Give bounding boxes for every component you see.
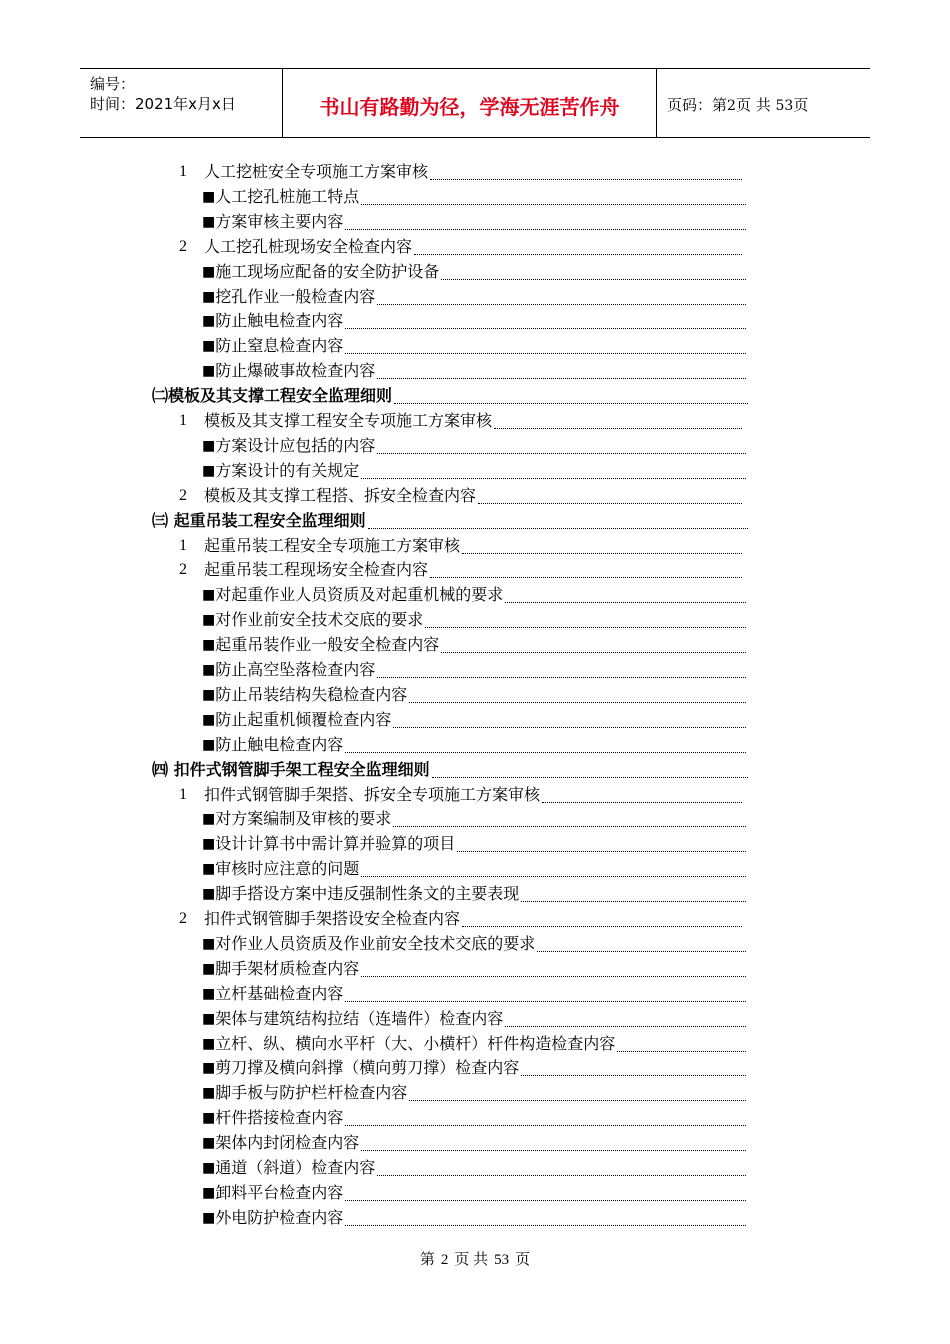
bullet-square-icon: ■ — [202, 637, 216, 654]
bullet-square-icon: ■ — [202, 188, 216, 205]
toc-item-label: 对作业人员资质及作业前安全技术交底的要求 — [215, 933, 536, 953]
toc-row[interactable] — [179, 905, 742, 929]
toc-row[interactable] — [152, 382, 748, 406]
toc-leader-dots — [377, 377, 746, 379]
toc-leader-dots — [345, 352, 746, 354]
toc-item-label: 方案设计应包括的内容 — [215, 435, 376, 455]
bullet-square-icon: ■ — [202, 288, 216, 305]
toc-section-title: ㈢ 起重吊装工程安全监理细则 — [152, 510, 366, 530]
toc-leader-dots — [377, 303, 746, 305]
toc-item-label: 杆件搭接检查内容 — [215, 1108, 344, 1128]
bullet-square-icon: ■ — [202, 363, 216, 380]
toc-row[interactable] — [202, 606, 746, 630]
toc-row[interactable] — [202, 656, 746, 680]
toc-item-number: 2 — [179, 561, 187, 579]
toc-leader-dots — [361, 1149, 746, 1151]
footer-total: 53 — [494, 1252, 510, 1268]
time-label: 时间：2021年x月x日 — [90, 95, 236, 113]
toc-leader-dots — [425, 626, 746, 628]
toc-row[interactable] — [202, 731, 746, 755]
toc-item-label: 人工挖桩安全专项施工方案审核 — [204, 162, 429, 181]
toc-row[interactable] — [202, 855, 746, 879]
toc-leader-dots — [394, 402, 748, 404]
toc-item-label: 防止触电检查内容 — [215, 734, 344, 754]
toc-leader-dots — [361, 477, 746, 479]
toc-item-label: 扣件式钢管脚手架搭设安全检查内容 — [204, 909, 461, 928]
toc-leader-dots — [505, 601, 746, 603]
toc-item-label: 防止起重机倾覆检查内容 — [215, 709, 392, 729]
toc-row[interactable] — [202, 581, 746, 605]
toc-item-label: 人工挖孔桩施工特点 — [215, 186, 360, 206]
toc-section-title: ㈣ 扣件式钢管脚手架工程安全监理细则 — [152, 759, 430, 779]
bullet-square-icon: ■ — [202, 338, 216, 355]
toc-row[interactable] — [202, 1204, 746, 1228]
toc-item-label: 人工挖孔桩现场安全检查内容 — [204, 236, 413, 256]
toc-item-label: 防止触电检查内容 — [215, 311, 344, 331]
bullet-square-icon: ■ — [202, 1209, 216, 1226]
toc-leader-dots — [345, 1199, 746, 1201]
toc-leader-dots — [377, 676, 746, 678]
toc-item-label: 起重吊装工程安全专项施工方案审核 — [204, 535, 461, 555]
toc-item-label: 脚手搭设方案中违反强制性条文的主要表现 — [215, 884, 520, 904]
toc-row[interactable] — [179, 158, 742, 182]
toc-leader-dots — [393, 726, 746, 728]
toc-row[interactable] — [202, 307, 746, 331]
toc-leader-dots — [345, 1000, 746, 1002]
toc-item-label: 立杆、纵、横向水平杆（大、小横杆）杆件构造检查内容 — [215, 1033, 616, 1053]
page-total: 53 — [775, 98, 794, 114]
toc-row[interactable] — [179, 781, 742, 805]
bullet-square-icon: ■ — [202, 811, 216, 828]
bullet-square-icon: ■ — [202, 1010, 216, 1027]
toc-item-number: 2 — [179, 237, 187, 255]
toc-item-number: 2 — [179, 910, 187, 927]
toc-item-label: 挖孔作业一般检查内容 — [215, 286, 376, 306]
bullet-square-icon: ■ — [202, 1035, 216, 1052]
bullet-square-icon: ■ — [202, 861, 216, 878]
toc-leader-dots — [441, 278, 746, 280]
bullet-square-icon: ■ — [202, 711, 216, 728]
bullet-square-icon: ■ — [202, 263, 216, 280]
toc-leader-dots — [542, 801, 742, 803]
toc-leader-dots — [505, 1025, 746, 1027]
toc-row[interactable] — [202, 457, 746, 481]
page-mid: 页 共 — [735, 96, 771, 114]
bullet-square-icon: ■ — [202, 1135, 216, 1152]
motto-text: 书山有路勤为径，学海无涯苦作舟 — [319, 95, 620, 119]
toc-item-label: 卸料平台检查内容 — [215, 1182, 344, 1202]
bullet-square-icon: ■ — [202, 462, 216, 479]
bullet-square-icon: ■ — [202, 213, 216, 230]
bullet-square-icon: ■ — [202, 736, 216, 753]
toc-item-label: 防止吊装结构失稳检查内容 — [215, 684, 408, 704]
toc-item-label: 设计计算书中需计算并验算的项目 — [215, 834, 456, 854]
toc-item-number: 1 — [179, 536, 187, 554]
toc-item-label: 模板及其支撑工程搭、拆安全检查内容 — [204, 485, 477, 505]
bullet-square-icon: ■ — [202, 1060, 216, 1077]
footer-mid: 页 共 — [454, 1252, 489, 1268]
bullet-square-icon: ■ — [202, 686, 216, 703]
toc-row[interactable] — [179, 482, 742, 506]
toc-row[interactable] — [179, 407, 742, 431]
toc-row[interactable] — [202, 357, 746, 381]
bullet-square-icon: ■ — [202, 935, 216, 952]
toc-item-label: 起重吊装作业一般安全检查内容 — [215, 635, 440, 655]
toc-item-label: 对起重作业人员资质及对起重机械的要求 — [215, 585, 504, 605]
bullet-square-icon: ■ — [202, 1110, 216, 1127]
toc-item-label: 防止高空坠落检查内容 — [215, 660, 376, 679]
toc-row[interactable] — [202, 1104, 746, 1128]
toc-leader-dots — [430, 576, 742, 578]
toc-item-label: 审核时应注意的问题 — [215, 859, 360, 879]
toc-leader-dots — [430, 178, 742, 180]
toc-row[interactable] — [202, 1054, 746, 1078]
toc-item-label: 立杆基础检查内容 — [215, 983, 344, 1003]
toc-row[interactable] — [202, 681, 746, 705]
toc-leader-dots — [462, 552, 742, 554]
toc-row[interactable] — [202, 980, 746, 1004]
toc-leader-dots — [537, 950, 746, 952]
toc-leader-dots — [521, 1074, 746, 1076]
toc-row[interactable] — [202, 283, 746, 307]
bullet-square-icon: ■ — [202, 1085, 216, 1102]
bullet-square-icon: ■ — [202, 587, 216, 604]
toc-row[interactable] — [202, 706, 746, 730]
toc-row[interactable] — [202, 631, 746, 655]
toc-row[interactable] — [202, 332, 746, 356]
toc-section-title: ㈡模板及其支撑工程安全监理细则 — [152, 386, 393, 406]
footer-suffix: 页 — [515, 1252, 531, 1268]
toc-leader-dots — [409, 1099, 746, 1101]
bullet-square-icon: ■ — [202, 662, 216, 678]
bullet-square-icon: ■ — [202, 1160, 216, 1176]
toc-row[interactable] — [152, 507, 748, 531]
toc-row[interactable] — [202, 805, 746, 829]
toc-item-label: 起重吊装工程现场安全检查内容 — [204, 560, 429, 580]
toc-item-label: 防止爆破事故检查内容 — [215, 361, 376, 381]
toc-leader-dots — [521, 900, 746, 902]
toc-leader-dots — [457, 850, 746, 852]
bullet-square-icon: ■ — [202, 313, 216, 330]
page-prefix: 页码：第 — [667, 96, 728, 114]
toc-row[interactable] — [179, 233, 742, 257]
toc-item-label: 方案审核主要内容 — [215, 211, 344, 231]
page-current: 2 — [727, 98, 736, 114]
toc-item-label: 通道（斜道）检查内容 — [215, 1158, 376, 1177]
footer-current: 2 — [440, 1252, 449, 1268]
serial-label: 编号： — [90, 75, 136, 93]
bullet-square-icon: ■ — [202, 1184, 216, 1201]
toc-leader-dots — [368, 527, 748, 529]
bullet-square-icon: ■ — [202, 612, 216, 629]
bullet-square-icon: ■ — [202, 836, 216, 853]
toc-leader-dots — [377, 452, 746, 454]
toc-row[interactable] — [202, 1030, 746, 1054]
toc-item-label: 架体内封闭检查内容 — [215, 1133, 360, 1153]
toc-leader-dots — [393, 825, 746, 827]
toc-item-label: 脚手架材质检查内容 — [215, 958, 360, 978]
toc-item-label: 架体与建筑结构拉结（连墙件）检查内容 — [215, 1008, 504, 1028]
toc-row[interactable] — [152, 756, 748, 780]
toc-leader-dots — [361, 975, 746, 977]
toc-item-label: 防止窒息检查内容 — [215, 336, 344, 356]
toc-leader-dots — [361, 203, 746, 205]
toc-leader-dots — [409, 701, 746, 703]
toc-item-label: 施工现场应配备的安全防护设备 — [215, 261, 440, 281]
toc-row[interactable] — [202, 208, 746, 232]
toc-item-label: 模板及其支撑工程安全专项施工方案审核 — [204, 411, 493, 430]
toc-leader-dots — [441, 651, 746, 653]
toc-row[interactable] — [179, 532, 742, 556]
toc-row[interactable] — [179, 556, 742, 580]
toc-row[interactable] — [202, 1129, 746, 1153]
toc-item-number: 2 — [179, 486, 187, 504]
toc-item-number: 1 — [179, 785, 187, 803]
toc-item-label: 对作业前安全技术交底的要求 — [215, 610, 424, 630]
toc-row[interactable] — [202, 432, 746, 456]
toc-leader-dots — [462, 925, 742, 927]
toc-leader-dots — [414, 253, 742, 255]
toc-leader-dots — [345, 228, 746, 230]
toc-leader-dots — [432, 776, 748, 778]
toc-item-label: 外电防护检查内容 — [215, 1207, 344, 1227]
toc-leader-dots — [494, 427, 742, 429]
toc-item-label: 剪刀撑及横向斜撑（横向剪刀撑）检查内容 — [215, 1058, 520, 1078]
toc-item-number: 1 — [179, 163, 187, 180]
toc-leader-dots — [478, 502, 742, 504]
toc-row[interactable] — [202, 1005, 746, 1029]
toc-leader-dots — [617, 1050, 746, 1052]
toc-item-label: 对方案编制及审核的要求 — [215, 809, 392, 829]
toc-row[interactable] — [202, 830, 746, 854]
toc-leader-dots — [377, 1174, 746, 1176]
footer-prefix: 第 — [419, 1252, 435, 1268]
toc-item-label: 扣件式钢管脚手架搭、拆安全专项施工方案审核 — [204, 784, 541, 804]
toc-leader-dots — [345, 1124, 746, 1126]
toc-row[interactable] — [202, 258, 746, 282]
page-footer — [0, 1248, 950, 1269]
toc-leader-dots — [361, 875, 746, 877]
toc-row[interactable] — [202, 930, 746, 954]
bullet-square-icon: ■ — [202, 437, 216, 454]
page-suffix: 页 — [793, 96, 809, 114]
toc-row[interactable] — [202, 880, 746, 904]
toc-row[interactable] — [202, 183, 746, 207]
toc-row[interactable] — [202, 1179, 746, 1203]
toc-leader-dots — [345, 751, 746, 753]
toc-row[interactable] — [202, 1079, 746, 1103]
toc-leader-dots — [345, 1224, 746, 1226]
toc-item-label: 方案设计的有关规定 — [215, 460, 360, 480]
toc-item-label: 脚手板与防护栏杆检查内容 — [215, 1083, 408, 1103]
toc-leader-dots — [345, 327, 746, 329]
toc-row[interactable] — [202, 955, 746, 979]
toc-item-number: 1 — [179, 412, 187, 429]
bullet-square-icon: ■ — [202, 886, 216, 903]
toc-row[interactable] — [202, 1154, 746, 1178]
bullet-square-icon: ■ — [202, 985, 216, 1002]
bullet-square-icon: ■ — [202, 960, 216, 977]
